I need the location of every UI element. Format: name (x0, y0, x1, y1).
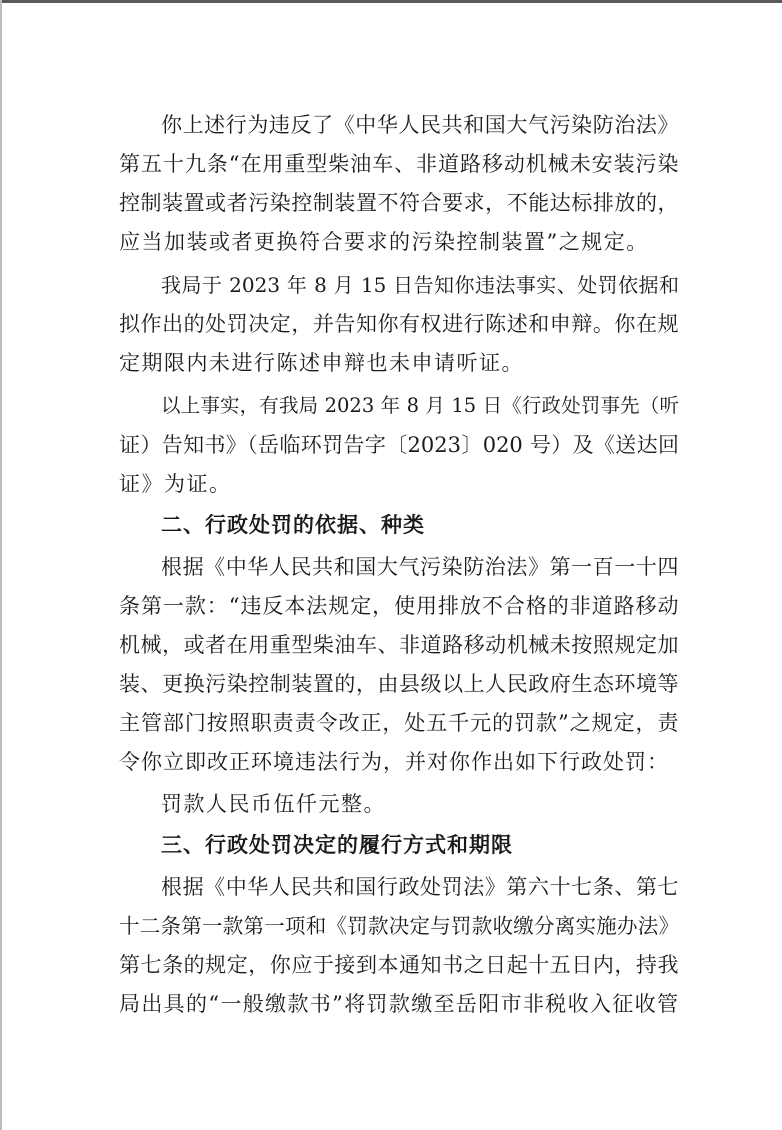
paragraph-line: 十二条第一款第一项和《罚款决定与罚款收缴分离实施办法》 (119, 914, 679, 938)
paragraph-line: 我局于 2023 年 8 月 15 日告知你违法事实、处罚依据和 (161, 273, 679, 297)
paragraph-line: 第五十九条“在用重型柴油车、非道路移动机械未安装污染 (119, 152, 679, 176)
section-heading: 三、行政处罚决定的履行方式和期限 (161, 833, 513, 857)
paragraph-line: 应当加装或者更换符合要求的污染控制装置”之规定。 (119, 230, 649, 254)
paragraph-line: 条第一款：“违反本法规定，使用排放不合格的非道路移动 (119, 594, 679, 618)
paragraph-line: 根据《中华人民共和国行政处罚法》第六十七条、第七 (161, 875, 679, 899)
scan-edge-left (0, 0, 2, 1130)
paragraph-line: 装、更换污染控制装置的，由县级以上人民政府生态环境等 (119, 672, 679, 696)
paragraph-line: 以上事实，有我局 2023 年 8 月 15 日《行政处罚事先（听 (161, 394, 679, 417)
section-heading: 二、行政处罚的依据、种类 (161, 513, 425, 537)
penalty-line: 罚款人民币伍仟元整。 (161, 792, 386, 816)
paragraph-line: 控制装置或者污染控制装置不符合要求，不能达标排放的， (119, 191, 679, 215)
paragraph-line: 第七条的规定，你应于接到本通知书之日起十五日内，持我 (119, 953, 679, 977)
paragraph-line: 根据《中华人民共和国大气污染防治法》第一百一十四 (161, 555, 679, 579)
paragraph-line: 局出具的“一般缴款书”将罚款缴至岳阳市非税收入征收管 (119, 992, 679, 1016)
paragraph-line: 证》为证。 (119, 472, 232, 496)
scan-edge-top (0, 0, 782, 3)
paragraph-line: 你上述行为违反了《中华人民共和国大气污染防治法》 (161, 113, 679, 137)
paragraph-line: 主管部门按照职责责令改正，处五千元的罚款”之规定，责 (119, 711, 679, 735)
paragraph-line: 拟作出的处罚决定，并告知你有权进行陈述和申辩。你在规 (119, 312, 679, 336)
paragraph-line: 证）告知书》（岳临环罚告字〔2023〕020 号）及《送达回 (119, 433, 679, 457)
paragraph-line: 机械，或者在用重型柴油车、非道路移动机械未按照规定加 (119, 633, 679, 657)
paragraph-line: 定期限内未进行陈述申辩也未申请听证。 (119, 351, 524, 375)
paragraph-line: 令你立即改正环境违法行为，并对你作出如下行政处罚： (119, 750, 669, 774)
